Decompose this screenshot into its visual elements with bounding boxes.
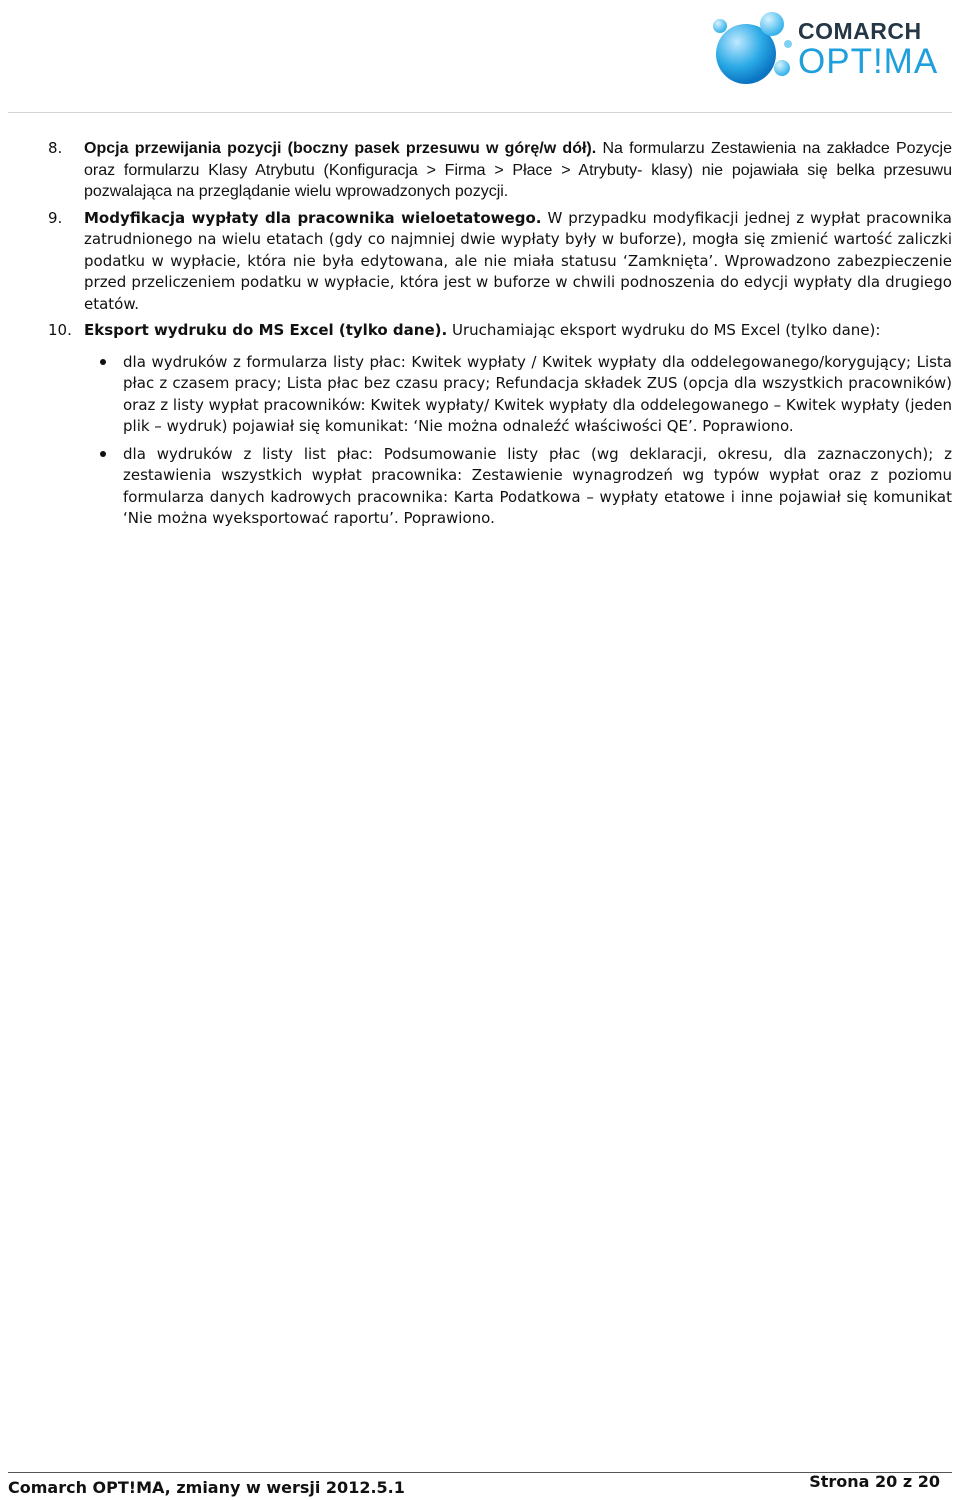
bullet-list [48,352,952,530]
bullet-text: dla wydruków z listy list płac: Podsumowanie listy płac (wg deklaracji, okresu, dla zaznaczonych); z zestawienia wszystkich wypłat pracownika: Zestawienie wynagrodzeń wg typów wypłat oraz z poziomu formularza danych kadrowych pracownika: Karta Podatkowa – wypłaty etatowe i inne pojawiał się komunikat ‘Nie można wyeksportować raportu’. Poprawiono. [123,444,952,527]
logo-brand-top: COMARCH [798,18,922,44]
item-text: W przypadku modyfikacji jednej z wypłat pracownika zatrudnionego na wielu etatach (gdy co najmniej dwie wypłaty były w buforze), mogła się zmienić wartość zaliczki podatku w wypłacie, która nie była edytowana, ale nie miała statusu ‘Zamknięta’. Wprowadzono zabezpieczenie przed przeliczeniem podatku w wypłacie, która jest w buforze w chwili podnoszenia do edycji wypłaty dla drugiego etatów. [84,208,952,313]
header-divider [8,112,952,113]
comarch-optima-logo [706,4,946,88]
item-number: 10. [48,321,72,339]
bullet-item [48,444,952,530]
item-body [84,138,952,203]
document-body [48,138,952,536]
item-text: Na formularzu Zestawienia na zakładce Pozycje oraz formularzu Klasy Atrybutu (Konfiguracja > Firma > Płace > Atrybuty- klasy) nie pojawiała się belka przesuwu pozwalająca na przeglądanie wielu wprowadzonych pozycji. [84,140,952,200]
item-text: Uruchamiając eksport wydruku do MS Excel (tylko dane): [451,321,881,339]
list-item-9 [48,208,952,316]
bubbles-logo-icon [706,4,806,88]
logo-brand-bottom: OPT!MA [798,42,939,81]
item-title: Eksport wydruku do MS Excel (tylko dane). [84,321,448,339]
bullet-text: dla wydruków z formularza listy płac: Kwitek wypłaty / Kwitek wypłaty dla oddelegowanego/korygujący; Lista płac z czasem pracy; Lista płac bez czasu pracy; Refundacja składek ZUS (opcja dla wszystkich pracowników) oraz z listy wypłat pracowników: Kwitek wypłaty/ Kwitek wypłaty dla oddelegowanego – Kwitek wypłaty (jeden plik – wydruk) pojawiał się komunikat: ‘Nie można odnaleźć właściwości QE’. Poprawiono. [123,352,952,435]
item-body [84,320,952,342]
list-item-10 [48,320,952,342]
page-number: Strona 20 z 20 [809,1472,940,1491]
footer-document-title: Comarch OPT!MA, zmiany w wersji 2012.5.1 [8,1478,405,1497]
item-number: 9. [48,208,63,227]
item-title: Opcja przewijania pozycji (boczny pasek przesuwu w górę/w dół). [84,140,597,157]
item-number: 8. [48,139,63,157]
list-item-8 [48,138,952,203]
item-title: Modyfikacja wypłaty dla pracownika wieloetatowego. [84,208,542,227]
bullet-dot-icon [48,444,123,530]
bullet-dot-icon [48,352,123,438]
item-body [84,208,952,316]
bullet-item [48,352,952,438]
